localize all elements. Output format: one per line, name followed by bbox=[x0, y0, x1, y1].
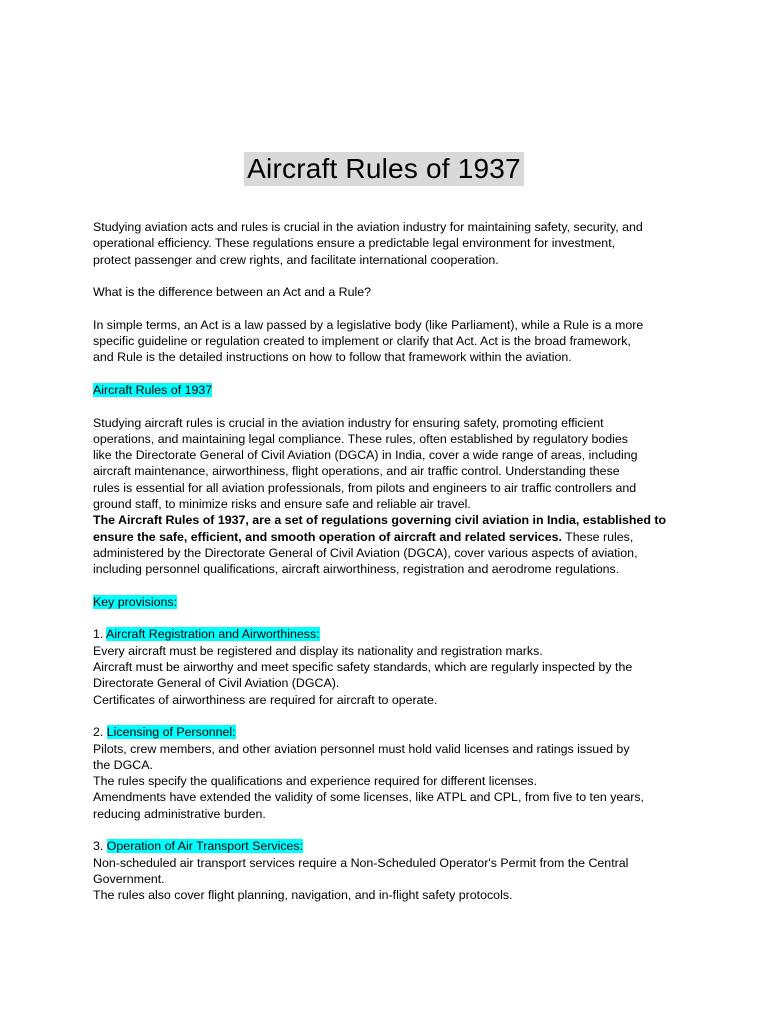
document-body bbox=[93, 219, 693, 903]
provisions-heading: Key provisions: bbox=[93, 594, 178, 609]
intro-paragraph bbox=[93, 219, 693, 268]
provision-item bbox=[93, 838, 693, 903]
definition-paragraph bbox=[93, 512, 693, 577]
text-line: rules is essential for all aviation professionals, from pilots and engineers to air traffic controllers and bbox=[93, 480, 637, 495]
text-line: the DGCA. bbox=[93, 757, 153, 772]
text-line: Aircraft must be airworthy and meet specific safety standards, which are regularly inspected by the bbox=[93, 660, 633, 675]
text-line: Government. bbox=[93, 871, 165, 886]
text-line: protect passenger and crew rights, and facilitate international cooperation. bbox=[93, 252, 499, 267]
text-line: Pilots, crew members, and other aviation personnel must hold valid licenses and ratings issued by bbox=[93, 741, 630, 756]
text-line: The rules also cover flight planning, navigation, and in-flight safety protocols. bbox=[93, 888, 513, 903]
text-line: and Rule is the detailed instructions on how to follow that framework within the aviation. bbox=[93, 350, 572, 365]
bold-definition-line: The Aircraft Rules of 1937, are a set of regulations governing civil aviation in India, established to bbox=[93, 513, 667, 528]
text-line: Directorate General of Civil Aviation (DGCA). bbox=[93, 676, 340, 691]
bold-definition-line: ensure the safe, efficient, and smooth operation of aircraft and related services. bbox=[93, 529, 562, 544]
question-line: What is the difference between an Act and a Rule? bbox=[93, 285, 372, 300]
text-line: Studying aviation acts and rules is crucial in the aviation industry for maintaining safety, security, and bbox=[93, 220, 643, 234]
text-line: In simple terms, an Act is a law passed by a legislative body (like Parliament), while a Rule is a more bbox=[93, 317, 644, 332]
text-line: specific guideline or regulation created to implement or clarify that Act. Act is the broad framework, bbox=[93, 334, 631, 349]
document-title: Aircraft Rules of 1937 bbox=[244, 152, 524, 186]
text-line: Amendments have extended the validity of some licenses, like ATPL and CPL, from five to ten years, bbox=[93, 790, 644, 805]
provision-heading: Operation of Air Transport Services: bbox=[106, 839, 304, 854]
provision-item bbox=[93, 724, 693, 822]
provisions-heading-line bbox=[93, 594, 693, 610]
text-line: Studying aircraft rules is crucial in the aviation industry for ensuring safety, promoting efficient bbox=[93, 415, 604, 430]
section-heading-line bbox=[93, 382, 693, 398]
text-line: The rules specify the qualifications and experience required for different licenses. bbox=[93, 774, 538, 789]
text-line: Every aircraft must be registered and display its nationality and registration marks. bbox=[93, 643, 543, 658]
title-container bbox=[0, 152, 768, 186]
text-line: including personnel qualifications, aircraft airworthiness, registration and aerodrome regulations. bbox=[93, 562, 620, 577]
provision-number: 3. bbox=[93, 839, 107, 854]
provision-item bbox=[93, 626, 693, 707]
aircraft-rules-paragraph bbox=[93, 415, 693, 513]
provision-heading: Aircraft Registration and Airworthiness: bbox=[106, 627, 320, 642]
act-vs-rule-paragraph bbox=[93, 317, 693, 366]
provision-heading: Licensing of Personnel: bbox=[106, 725, 236, 740]
provision-number: 2. bbox=[93, 725, 107, 740]
text-line: like the Directorate General of Civil Aviation (DGCA) in India, cover a wide range of areas, including bbox=[93, 448, 638, 463]
text-line: operational efficiency. These regulations ensure a predictable legal environment for investment, bbox=[93, 236, 616, 251]
text-line: Non-scheduled air transport services require a Non-Scheduled Operator's Permit from the Central bbox=[93, 855, 629, 870]
text-line: ground staff, to minimize risks and ensure safe and reliable air travel. bbox=[93, 497, 471, 512]
text-line: Certificates of airworthiness are required for aircraft to operate. bbox=[93, 692, 438, 707]
provision-number: 1. bbox=[93, 627, 107, 642]
section-heading: Aircraft Rules of 1937 bbox=[93, 382, 213, 397]
text-line: operations, and maintaining legal compliance. These rules, often established by regulatory bodies bbox=[93, 431, 628, 446]
text-line: reducing administrative burden. bbox=[93, 806, 266, 821]
text-line: aircraft maintenance, airworthiness, flight operations, and air traffic control. Understanding these bbox=[93, 464, 620, 479]
text-fragment: These rules, bbox=[561, 529, 634, 544]
text-line: administered by the Directorate General of Civil Aviation (DGCA), cover various aspects of aviation, bbox=[93, 545, 638, 560]
